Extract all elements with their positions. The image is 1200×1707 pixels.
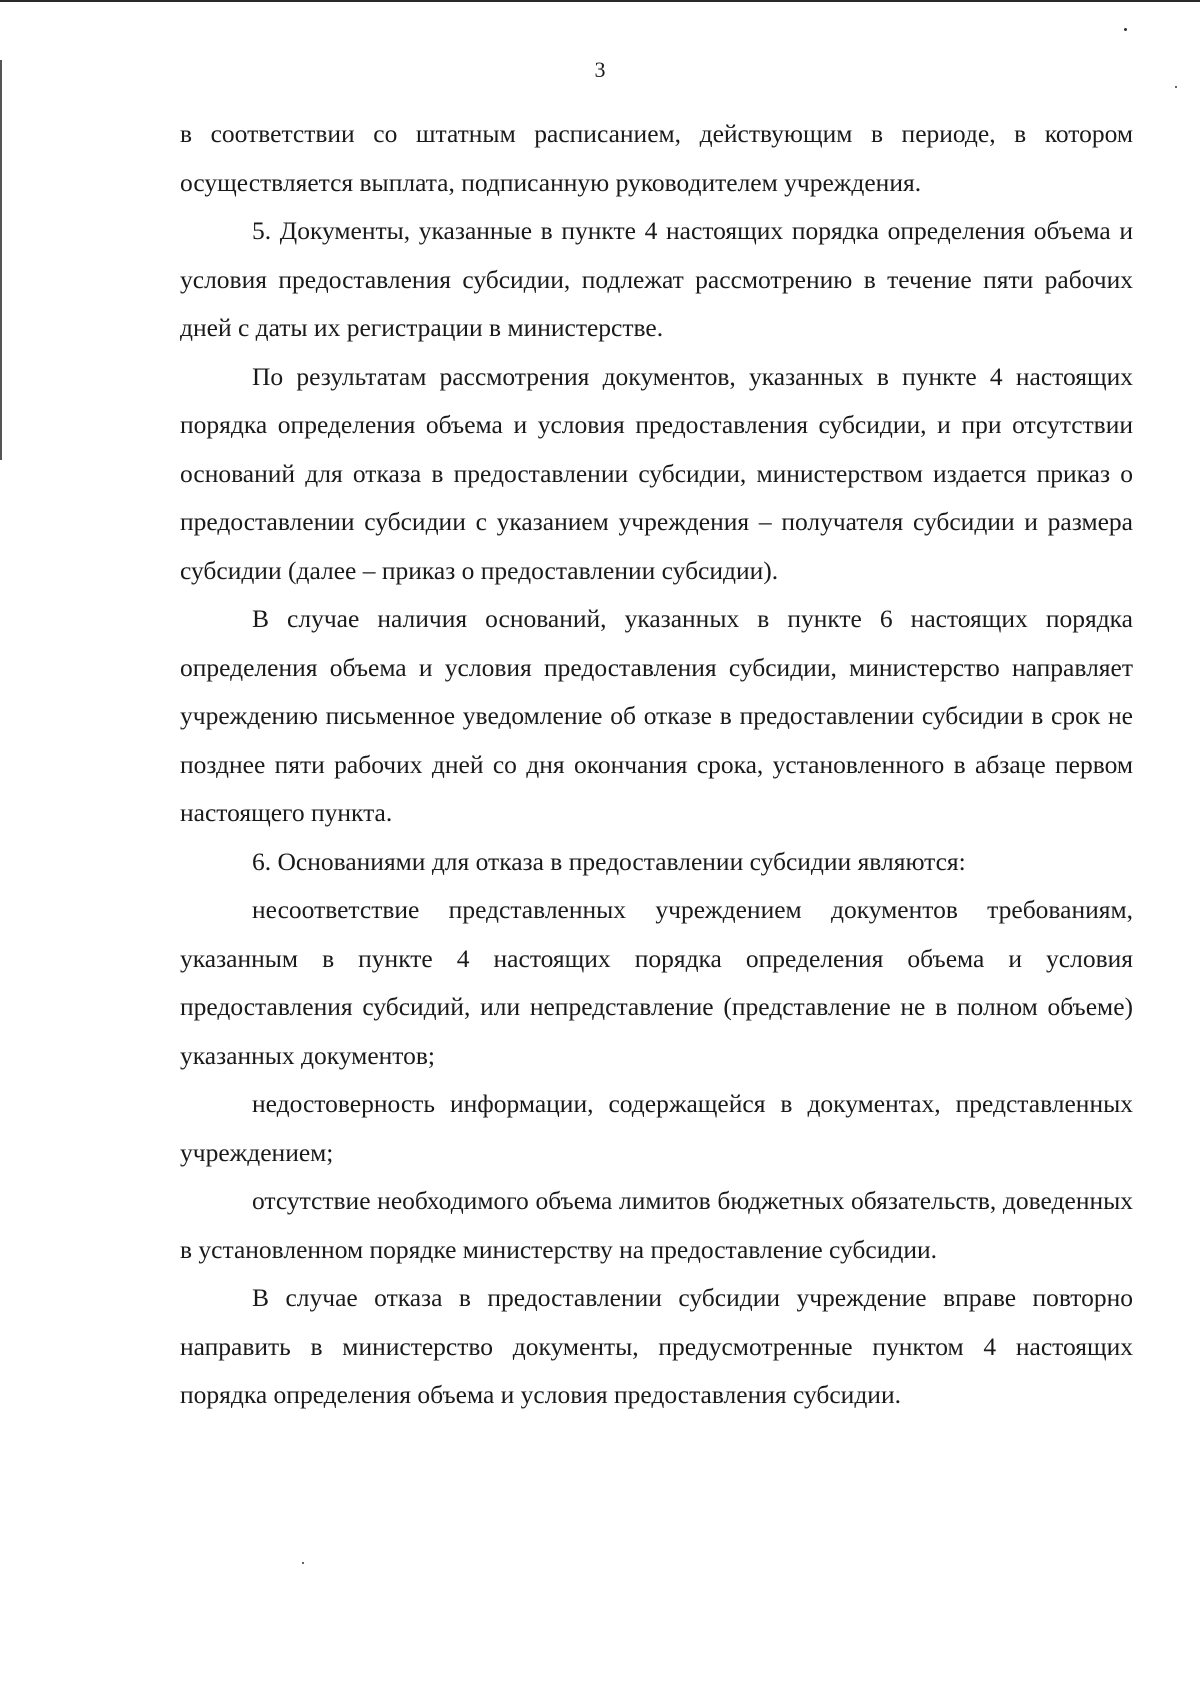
scan-speck [1124, 28, 1127, 31]
scan-speck [302, 1562, 304, 1564]
paragraph-ground-2: недостоверность информации, содержащейся в документах, представленных учреждением; [180, 1089, 1133, 1167]
page-number: 3 [594, 57, 606, 82]
paragraph-refusal-notice: В случае наличия оснований, указанных в пункте 6 настоящих порядка определения объема и условия предоставления субсидии, министерство направляет учреждению письменное уведомление об отказе в предоставлении субсидии в срок не позднее пяти рабочих дней со дня окончания срока, установленного в абзаце первом настоящего пункта. [180, 604, 1133, 827]
paragraph-continuation: в соответствии со штатным расписанием, действующим в периоде, в котором осуществляется выплата, подписанную руководителем учреждения. [180, 119, 1133, 197]
paragraph-review-results: По результатам рассмотрения документов, указанных в пункте 4 настоящих порядка определения объема и условия предоставления субсидии, и при отсутствии оснований для отказа в предоставлении субсидии, министерством издается приказ о предоставлении субсидии с указанием учреждения – получателя субсидии и размера субсидии (далее – приказ о предоставлении субсидии). [180, 361, 1133, 585]
document-body [180, 110, 1133, 1420]
paragraph-ground-3: отсутствие необходимого объема лимитов бюджетных обязательств, доведенных в установленном порядке министерству на предоставление субсидии. [180, 1186, 1133, 1264]
scan-speck [1175, 86, 1177, 88]
paragraph-resubmission: В случае отказа в предоставлении субсидии учреждение вправе повторно направить в министерство документы, предусмотренные пунктом 4 настоящих порядка определения объема и условия предоставления субсидии. [180, 1283, 1133, 1409]
paragraph-item-6: 6. Основаниями для отказа в предоставлении субсидии являются: [252, 846, 966, 876]
paragraph-ground-1: несоответствие представленных учреждением документов требованиям, указанным в пункте 4 настоящих порядка определения объема и условия предоставления субсидий, или непредставление (представление не в полном объеме) указанных документов; [180, 895, 1133, 1070]
left-scan-edge [0, 60, 2, 460]
top-border-line [0, 0, 1200, 2]
paragraph-item-5: 5. Документы, указанные в пункте 4 настоящих порядка определения объема и условия предоставления субсидии, подлежат рассмотрению в течение пяти рабочих дней с даты их регистрации в министерстве. [180, 216, 1133, 342]
